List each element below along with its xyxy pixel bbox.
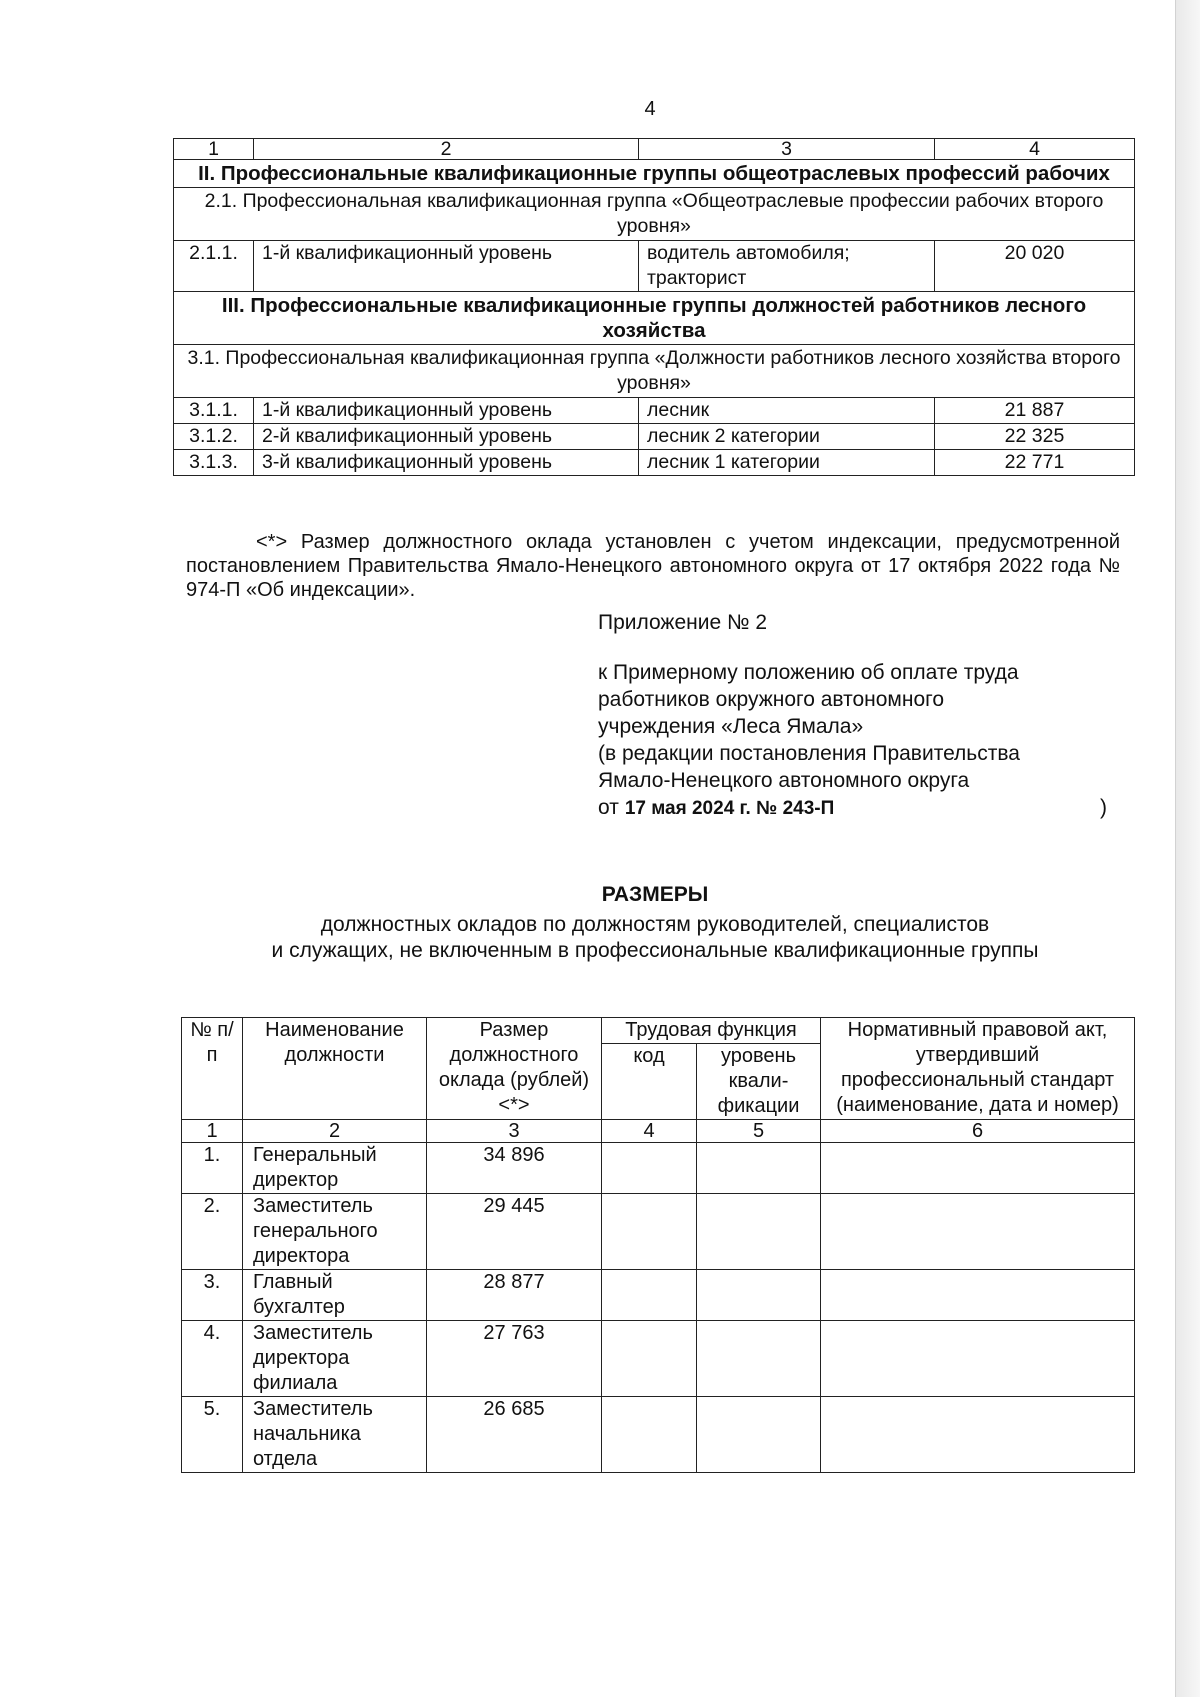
level-cell — [697, 1397, 821, 1473]
row-number: 2.1.1. — [174, 241, 254, 292]
salary-value: 22 325 — [935, 424, 1135, 450]
position-name: лесник 1 категории — [639, 450, 935, 476]
appendix-line: к Примерному положению об оплате труда — [598, 661, 1019, 684]
group-row — [174, 188, 1135, 241]
salary-value: 26 685 — [427, 1397, 602, 1473]
index-row — [182, 1120, 1135, 1143]
subtitle-line: должностных окладов по должностям руководителей, специалистов — [320, 913, 990, 936]
section-title: II. Профессиональные квалификационные группы общеотраслевых профессий рабочих — [174, 160, 1135, 188]
level-cell — [697, 1270, 821, 1321]
salary-table — [181, 1017, 1135, 1473]
header-cell: 2 — [254, 139, 639, 160]
page-edge — [1175, 0, 1200, 1697]
table-row — [174, 241, 1135, 292]
table-row — [182, 1270, 1135, 1321]
footnote-text: <*> Размер должностного оклада установлен с учетом индексации, предусмотренной постановлением Правительства Ямало-Ненецкого автономного округа от 17 октября 2022 года № 974-П «Об индексации». — [186, 531, 1120, 601]
position-name: Заместитель начальника отдела — [243, 1397, 427, 1473]
resolution-date: 17 мая 2024 г. № 243-П — [624, 798, 835, 819]
row-number: 4. — [182, 1321, 243, 1397]
appendix-date-row — [598, 794, 1118, 822]
salary-value: 27 763 — [427, 1321, 602, 1397]
code-cell — [602, 1270, 697, 1321]
index-cell: 3 — [427, 1120, 602, 1143]
header-labor-function: Трудовая функция — [602, 1018, 821, 1044]
appendix-number: Приложение № 2 — [598, 611, 768, 634]
page-number: 4 — [644, 98, 656, 120]
section-title: III. Профессиональные квалификационные группы должностей работников лесного хозяйства — [174, 292, 1135, 345]
code-cell — [602, 1397, 697, 1473]
table-row — [174, 398, 1135, 424]
row-number: 1. — [182, 1143, 243, 1194]
group-title: 3.1. Профессиональная квалификационная группа «Должности работников лесного хозяйства второго уровня» — [174, 345, 1135, 398]
header-legal-act: Нормативный правовой акт, утвердивший профессиональный стандарт (наименование, дата и номер) — [821, 1018, 1135, 1120]
section-row — [174, 292, 1135, 345]
salary-value: 22 771 — [935, 450, 1135, 476]
table-header-row — [182, 1018, 1135, 1044]
index-cell: 6 — [821, 1120, 1135, 1143]
act-cell — [821, 1397, 1135, 1473]
row-number: 3. — [182, 1270, 243, 1321]
position-name: Заместитель генерального директора — [243, 1194, 427, 1270]
appendix-line: учреждения «Леса Ямала» — [598, 715, 864, 738]
header-cell: 1 — [174, 139, 254, 160]
level-cell — [697, 1194, 821, 1270]
qualification-table — [173, 138, 1135, 476]
appendix-line: Ямало-Ненецкого автономного округа — [598, 769, 970, 792]
row-number: 2. — [182, 1194, 243, 1270]
qualification-level: 1-й квалификационный уровень — [254, 241, 639, 292]
qualification-level: 2-й квалификационный уровень — [254, 424, 639, 450]
salary-value: 21 887 — [935, 398, 1135, 424]
index-cell: 5 — [697, 1120, 821, 1143]
header-num: № п/п — [182, 1018, 243, 1120]
index-cell: 2 — [243, 1120, 427, 1143]
table-row — [182, 1321, 1135, 1397]
appendix-line: (в редакции постановления Правительства — [598, 742, 1020, 765]
code-cell — [602, 1194, 697, 1270]
closing-paren: ) — [1100, 796, 1107, 819]
table-row — [182, 1143, 1135, 1194]
header-level: уровень квали-фикации — [697, 1044, 821, 1120]
act-cell — [821, 1194, 1135, 1270]
position-name: водитель автомобиля; тракторист — [639, 241, 935, 292]
qualification-level: 1-й квалификационный уровень — [254, 398, 639, 424]
header-code: код — [602, 1044, 697, 1120]
code-cell — [602, 1321, 697, 1397]
table-header-row — [174, 139, 1135, 160]
table-row — [174, 424, 1135, 450]
act-cell — [821, 1321, 1135, 1397]
footnote — [186, 530, 1120, 602]
table-row — [182, 1397, 1135, 1473]
section-row — [174, 160, 1135, 188]
header-position: Наименование должности — [243, 1018, 427, 1120]
salary-value: 34 896 — [427, 1143, 602, 1194]
group-title: 2.1. Профессиональная квалификационная группа «Общеотраслевые профессии рабочих второго уровня» — [174, 188, 1135, 241]
date-prefix: от — [598, 796, 619, 819]
salary-value: 20 020 — [935, 241, 1135, 292]
index-cell: 1 — [182, 1120, 243, 1143]
salary-value: 29 445 — [427, 1194, 602, 1270]
header-cell: 4 — [935, 139, 1135, 160]
position-name: лесник 2 категории — [639, 424, 935, 450]
act-cell — [821, 1270, 1135, 1321]
act-cell — [821, 1143, 1135, 1194]
appendix-block — [598, 609, 1118, 822]
row-number: 5. — [182, 1397, 243, 1473]
position-name: Главный бухгалтер — [243, 1270, 427, 1321]
position-name: Генеральный директор — [243, 1143, 427, 1194]
table-row — [174, 450, 1135, 476]
subtitle-line: и служащих, не включенным в профессиональные квалификационные группы — [271, 939, 1039, 962]
row-number: 3.1.2. — [174, 424, 254, 450]
document-title: РАЗМЕРЫ — [601, 883, 709, 906]
level-cell — [697, 1321, 821, 1397]
row-number: 3.1.3. — [174, 450, 254, 476]
header-cell: 3 — [639, 139, 935, 160]
position-name: Заместитель директора филиала — [243, 1321, 427, 1397]
index-cell: 4 — [602, 1120, 697, 1143]
salary-value: 28 877 — [427, 1270, 602, 1321]
row-number: 3.1.1. — [174, 398, 254, 424]
appendix-line: работников окружного автономного — [598, 688, 945, 711]
table-row — [182, 1194, 1135, 1270]
document-subtitle — [0, 912, 1200, 964]
header-salary: Размер должностного оклада (рублей)<*> — [427, 1018, 602, 1120]
code-cell — [602, 1143, 697, 1194]
qualification-level: 3-й квалификационный уровень — [254, 450, 639, 476]
level-cell — [697, 1143, 821, 1194]
position-name: лесник — [639, 398, 935, 424]
group-row — [174, 345, 1135, 398]
